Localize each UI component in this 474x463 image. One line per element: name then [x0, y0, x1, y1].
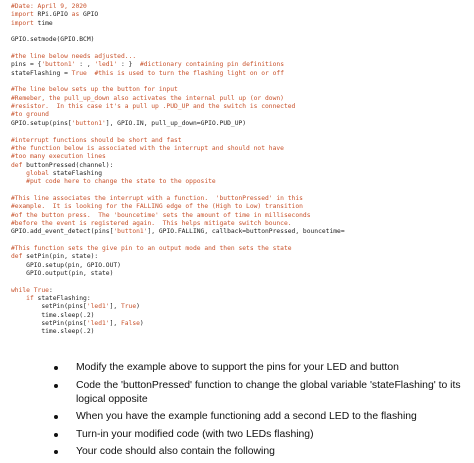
code-keyword: import: [11, 11, 34, 19]
code-line: [11, 61, 474, 69]
code-comment: #put code here to change the state to the opposite: [26, 178, 216, 186]
bullet-icon: [54, 384, 58, 388]
code-text: GPIO.setup(pins[: [11, 119, 72, 127]
code-text: : ,: [75, 61, 95, 69]
bullet-icon: [54, 366, 58, 370]
code-line: [11, 36, 474, 44]
code-text: ], GPIO.IN, pull_up_down=GPIO.PUD_UP): [105, 119, 247, 127]
code-line: [11, 328, 474, 336]
code-keyword: True: [71, 69, 87, 77]
code-line: [11, 262, 474, 270]
task-item: [52, 428, 472, 442]
code-line: [11, 212, 474, 220]
code-line: [11, 120, 474, 128]
code-comment: #interrupt functions should be short and fast: [11, 136, 182, 144]
code-line: [11, 53, 474, 61]
code-keyword: def: [11, 161, 23, 169]
code-string: 'led1': [86, 320, 110, 328]
code-line: [11, 320, 474, 328]
code-comment: #of the button press. The 'bouncetime' sets the amount of time in milliseconds: [11, 211, 311, 219]
code-line: [11, 287, 474, 295]
code-keyword: def: [11, 253, 23, 261]
code-line: [11, 111, 474, 119]
code-line: [11, 245, 474, 253]
code-text: time.sleep(.2): [11, 328, 95, 336]
code-line: [11, 228, 474, 236]
code-text: RPi.GPIO: [33, 11, 72, 19]
code-line: [11, 253, 474, 261]
task-text: Your code should also contain the following: [76, 446, 275, 457]
code-text: ], GPIO.FALLING, callback=buttonPressed, bouncetime=: [147, 228, 345, 236]
bullet-icon: [54, 433, 58, 437]
code-text: ],: [109, 303, 121, 311]
code-text: time: [33, 19, 53, 27]
code-keyword: if: [26, 295, 34, 303]
code-keyword: while: [11, 286, 30, 294]
code-comment: #example. It is looking for the FALLING edge of the (High to Low) transition: [11, 203, 303, 211]
code-line: [11, 145, 474, 153]
code-line: [11, 11, 474, 19]
bullet-icon: [54, 450, 58, 454]
code-comment: #Date: April 9, 2020: [11, 3, 87, 10]
code-text: GPIO: [79, 11, 99, 19]
code-line: [11, 162, 474, 170]
code-line: [11, 20, 474, 28]
task-text: Code the 'buttonPressed' function to change the global variable 'stateFlashing' to its logical opposite: [76, 379, 461, 405]
code-comment: #to ground: [11, 111, 49, 119]
code-line: [11, 170, 474, 178]
code-text: setPin(pin, state):: [22, 253, 99, 261]
code-line: [11, 178, 474, 186]
code-string: 'led1': [94, 61, 118, 69]
code-keyword: True: [120, 303, 137, 311]
code-text: GPIO.add_event_detect(pins[: [11, 228, 114, 236]
code-comment: #resistor. In this case it's a pull up .PUD_UP and the switch is connected: [11, 103, 296, 111]
task-list: [52, 361, 472, 463]
code-comment: #This function sets the give pin to an output mode and then sets the state: [11, 244, 292, 252]
code-comment: #Remeber, the pull_up_down also activates the internal pull up (or down): [11, 94, 284, 102]
code-text: ],: [109, 320, 121, 328]
code-text: stateFlashing:: [33, 295, 91, 303]
code-text: stateFlashing =: [11, 69, 72, 77]
code-comment: #too many execution lines: [11, 153, 106, 161]
code-text: ): [136, 303, 140, 311]
task-item: [52, 379, 472, 407]
code-keyword: import: [11, 19, 34, 27]
task-item: [52, 410, 472, 424]
code-text: setPin(pins[: [11, 303, 87, 311]
bullet-icon: [54, 415, 58, 419]
code-line: [11, 220, 474, 228]
code-keyword: False: [120, 320, 140, 328]
code-comment: #the line below needs adjusted...: [11, 53, 137, 61]
code-text: :: [48, 286, 53, 294]
code-comment: #dictionary containing pin definitions: [139, 61, 284, 69]
code-line: [11, 295, 474, 303]
code-blank-line: [11, 187, 474, 195]
code-comment: #The line below sets up the button for input: [11, 86, 178, 94]
code-line: [11, 270, 474, 278]
code-keyword: True: [33, 286, 49, 294]
code-comment: #the function below is associated with the interrupt and should not have: [11, 144, 284, 152]
code-blank-line: [11, 45, 474, 53]
code-line: [11, 203, 474, 211]
code-line: [11, 95, 474, 103]
code-line: [11, 303, 474, 311]
code-line: [11, 86, 474, 94]
code-text: stateFlashing: [48, 169, 102, 177]
code-comment: #This line associates the interrupt with a function. 'buttonPressed' in this: [11, 194, 303, 202]
code-blank-line: [11, 278, 474, 286]
code-text: setPin(pins[: [11, 320, 87, 328]
code-line: [11, 103, 474, 111]
code-keyword: as: [71, 11, 80, 19]
task-text: Turn-in your modified code (with two LEDs flashing): [76, 428, 314, 440]
code-line: [11, 312, 474, 320]
code-string: 'led1': [86, 303, 110, 311]
task-item: [52, 445, 472, 459]
code-comment: #this is used to turn the flashing light on or off: [94, 69, 284, 77]
code-string: 'button1': [113, 228, 148, 236]
code-line: [11, 3, 474, 11]
code-text: [11, 295, 26, 302]
code-string: 'button1': [71, 119, 106, 127]
code-line: [11, 153, 474, 161]
code-text: : }: [117, 61, 140, 69]
code-text: pins = {: [11, 61, 42, 69]
code-blank-line: [11, 237, 474, 245]
code-line: [11, 195, 474, 203]
code-string: 'button1': [41, 61, 76, 69]
code-text: [11, 178, 26, 185]
code-line: [11, 137, 474, 145]
task-text: When you have the example functioning add a second LED to the flashing: [76, 411, 417, 422]
code-text: buttonPressed(channel):: [22, 161, 114, 169]
code-text: ): [139, 320, 144, 328]
code-comment: #before the event is registered again. This helps mitigate switch bounce.: [11, 219, 292, 227]
code-line: [11, 70, 474, 78]
code-keyword: global: [26, 169, 49, 177]
code-text: GPIO.setup(pin, GPIO.OUT): [11, 261, 121, 269]
code-text: [11, 170, 26, 177]
code-blank-line: [11, 28, 474, 36]
code-blank-line: [11, 78, 474, 86]
code-text: GPIO.setmode(GPIO.BCM): [11, 36, 95, 44]
code-listing: [11, 3, 474, 337]
code-text: GPIO.output(pin, state): [11, 270, 114, 277]
task-item: [52, 361, 472, 375]
code-text: time.sleep(.2): [11, 311, 95, 319]
code-blank-line: [11, 128, 474, 136]
task-text: Modify the example above to support the pins for your LED and button: [76, 362, 399, 373]
